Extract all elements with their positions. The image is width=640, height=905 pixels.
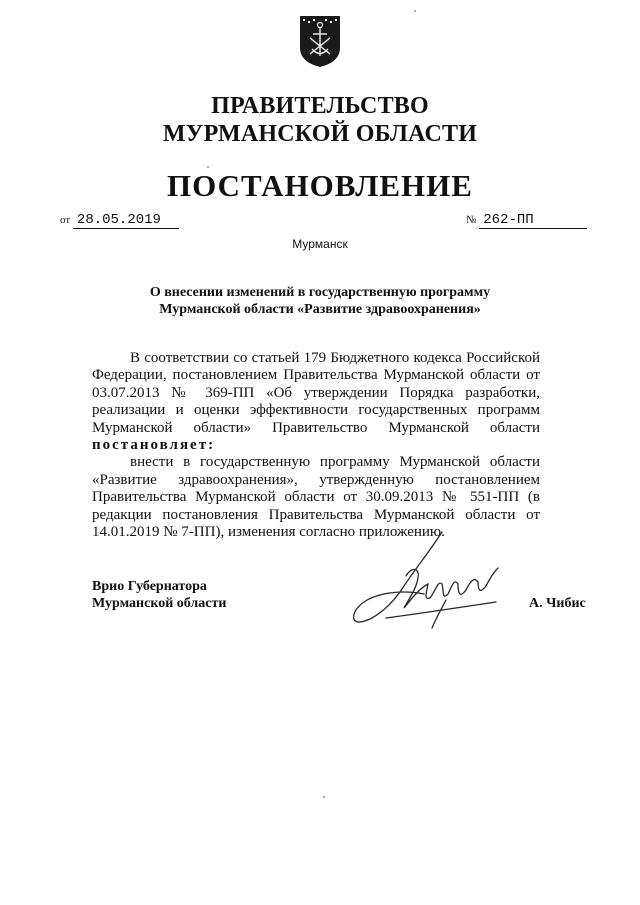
document-subject bbox=[100, 284, 540, 318]
paragraph-1-text: В соответствии со статьей 179 Бюджетного кодекса Российской Федерации, постановлением Правительства Мурманской области от 03.07.2013 № 369-ПП «Об утверждении Порядка разработки, реализации и оценки эффективности государственных программ Мурманской области» Правительство Мурманской области bbox=[92, 350, 540, 436]
body-paragraph-1 bbox=[92, 350, 540, 454]
subject-line2: Мурманской области «Развитие здравоохранения» bbox=[159, 302, 481, 317]
government-title-line1: ПРАВИТЕЛЬСТВО bbox=[211, 93, 429, 119]
handwritten-signature bbox=[346, 528, 516, 638]
signer-position bbox=[92, 578, 226, 612]
scan-speck bbox=[323, 796, 325, 798]
date-value: 28.05.2019 bbox=[73, 212, 179, 229]
signer-name: А. Чибис bbox=[529, 596, 586, 611]
signer-position-line1: Врио Губернатора bbox=[92, 579, 207, 594]
number-value: 262-ПП bbox=[479, 212, 587, 229]
signer-position-line2: Мурманской области bbox=[92, 596, 227, 611]
subject-line1: О внесении изменений в государственную программу bbox=[149, 285, 491, 300]
date-prefix: от bbox=[60, 214, 71, 226]
government-title-line2: МУРМАНСКОЙ ОБЛАСТИ bbox=[162, 121, 478, 147]
government-title bbox=[0, 92, 640, 148]
body-paragraph-2: внести в государственную программу Мурманской области «Развитие здравоохранения», утвержденную постановлением Правительства Мурманской области от 30.09.2013 № 551-ПП (в редакции постановления Правительства Мурманской области от 14.01.2019 № 7-ПП), изменения согласно приложению. bbox=[92, 454, 540, 541]
number-prefix: № bbox=[466, 214, 477, 226]
resolution-keyword: постановляет: bbox=[92, 437, 216, 454]
scan-speck bbox=[414, 10, 416, 12]
coat-of-arms-icon bbox=[298, 14, 342, 68]
date-field bbox=[60, 212, 179, 229]
number-field bbox=[466, 212, 587, 229]
document-type: ПОСТАНОВЛЕНИЕ bbox=[167, 168, 473, 203]
city: Мурманск bbox=[292, 237, 348, 251]
document-body bbox=[92, 350, 540, 541]
scan-speck bbox=[207, 166, 209, 168]
